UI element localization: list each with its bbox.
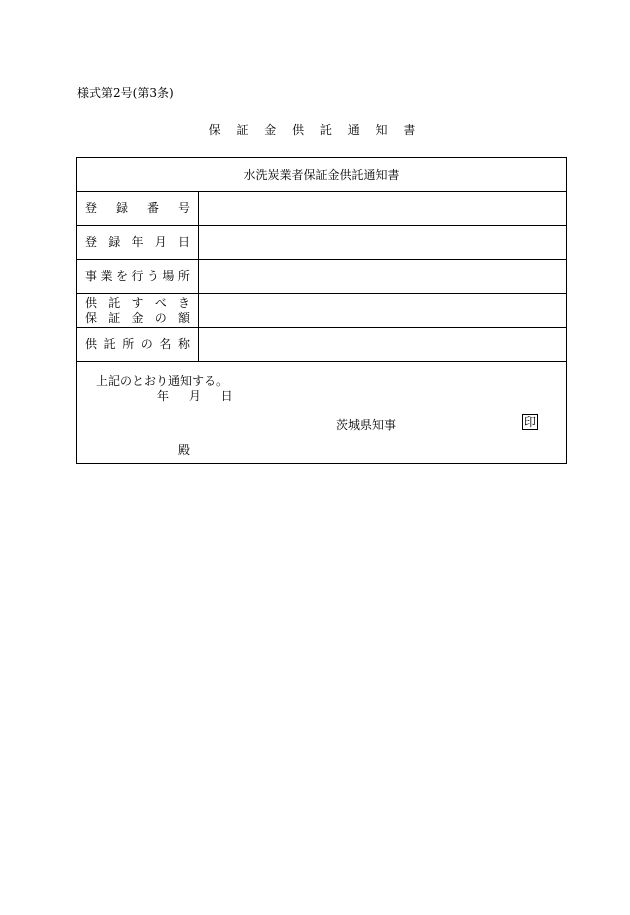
row-label-char: 所 (177, 269, 190, 283)
row-label-char: 証 (108, 310, 121, 325)
row-label-char: を (115, 269, 128, 283)
row-label-char: 業 (100, 269, 113, 283)
row-label-char: 供 (85, 337, 98, 351)
row-label-line (85, 235, 190, 250)
row-label-char: 称 (177, 337, 190, 351)
row-label-char: 日 (177, 235, 190, 249)
row-label-char: 録 (115, 201, 128, 215)
row-label-char: の (140, 337, 153, 351)
addressee-suffix: 殿 (178, 443, 191, 457)
row-label-char: 所 (122, 337, 135, 351)
row-label-char: 録 (108, 235, 121, 249)
row-label-char: 額 (177, 310, 190, 325)
table-row (77, 192, 566, 226)
table-row (77, 260, 566, 294)
row-label-char: す (131, 295, 144, 310)
row-label-char: 場 (162, 269, 175, 283)
row-label-char: 託 (108, 295, 121, 310)
row-label-char: 登 (85, 201, 98, 215)
row-label-char: の (154, 310, 167, 325)
row-label (77, 192, 199, 225)
row-label-char: 供 (85, 295, 98, 310)
table-heading: 水洗炭業者保証金供託通知書 (77, 158, 566, 192)
row-label-line (85, 296, 190, 311)
row-label-char: 事 (85, 269, 98, 283)
notice-text: 上記のとおり通知する。 (96, 374, 229, 388)
table-row (77, 226, 566, 260)
row-value[interactable] (199, 260, 566, 293)
document-title: 保 証 金 供 託 通 知 書 (208, 123, 422, 137)
row-label-char: 番 (146, 201, 159, 215)
governor-name: 茨城県知事 (336, 418, 397, 432)
row-value[interactable] (199, 328, 566, 361)
row-label-char: 名 (159, 337, 172, 351)
row-label (77, 260, 199, 293)
row-label-line (85, 269, 190, 284)
row-value[interactable] (199, 226, 566, 259)
row-label-char: 金 (131, 310, 144, 325)
row-label-char: 月 (154, 235, 167, 249)
row-label-char: き (177, 295, 190, 310)
row-label-char: 年 (131, 235, 144, 249)
date-line: 年 月 日 (157, 389, 233, 403)
row-label-char: う (146, 269, 159, 283)
row-label-char: 登 (85, 235, 98, 249)
form-number: 様式第2号(第3条) (77, 86, 174, 100)
notification-form-table (76, 157, 567, 464)
row-value[interactable] (199, 294, 566, 327)
row-label (77, 294, 199, 327)
row-label-char: 行 (131, 269, 144, 283)
table-row (77, 328, 566, 362)
row-label-line (85, 311, 190, 326)
table-row (77, 294, 566, 328)
row-label-char: べ (154, 295, 167, 310)
row-label-char: 託 (103, 337, 116, 351)
row-label-char: 保 (85, 310, 98, 325)
row-label (77, 328, 199, 361)
row-label-line (85, 337, 190, 352)
row-label-line (85, 201, 190, 216)
row-value[interactable] (199, 192, 566, 225)
row-label-char: 号 (177, 201, 190, 215)
seal-mark: 印 (523, 415, 536, 429)
row-label (77, 226, 199, 259)
